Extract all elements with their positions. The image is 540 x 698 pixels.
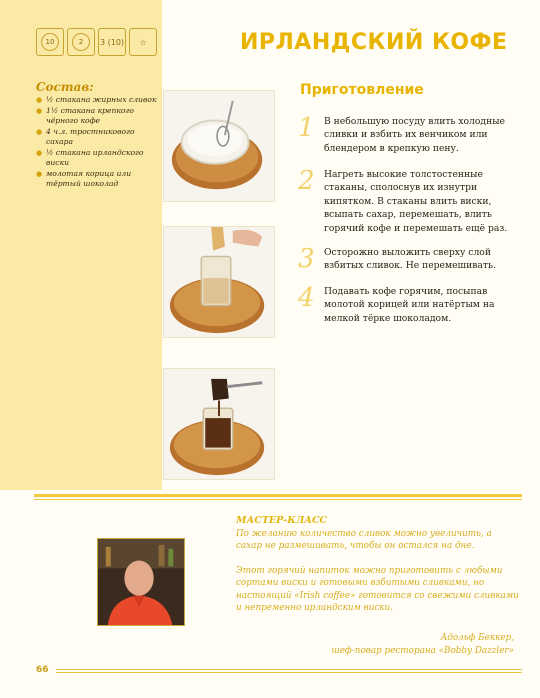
time-badge: 3 (10) (98, 28, 126, 56)
chef-photo (97, 538, 185, 626)
chef-portrait-image (98, 539, 184, 625)
photo-pouring-whisky (163, 226, 275, 338)
ingredient-item: ● 4 ч.л. тростникового сахара (36, 127, 158, 147)
step-3 (298, 246, 514, 273)
step-number: 1 (298, 113, 315, 143)
whipping-cream-image (164, 91, 274, 201)
step-2 (298, 168, 514, 235)
step-text: Нагреть высокие толстостенные стаканы, сполоснув их изнутри кипятком. В стаканы влить виски, всыпать сахар, перемешать, влить горячий кофе и перемешать ещё раз. (324, 169, 508, 234)
step-number: 4 (298, 283, 315, 313)
star-badge (129, 28, 157, 56)
step-text: Осторожно выложить сверху слой взбитых сливок. Не перемешивать. (324, 247, 496, 272)
ingredients-list (36, 95, 158, 190)
section-divider (34, 494, 522, 497)
ingredient-item: ● 1½ стакана крепкого чёрного кофе (36, 106, 158, 126)
preparation-heading: Приготовление (300, 82, 424, 98)
step-1 (298, 115, 514, 155)
master-class-heading: МАСТЕР-КЛАСС (236, 515, 328, 526)
section-divider-thin (34, 499, 522, 500)
servings-badge (36, 28, 64, 56)
master-class-paragraph-1: По желанию количество сливок можно увеличить, а сахар не размешивать, чтобы он остался на дне. (236, 529, 492, 552)
photo-pouring-coffee (163, 368, 275, 480)
recipe-badges (36, 28, 157, 56)
ingredient-item: ● ½ стакана ирландского виски (36, 148, 158, 168)
clock-icon: 10 (41, 33, 59, 51)
difficulty-badge (67, 28, 95, 56)
author-name: Адольф Беккер, (440, 633, 514, 643)
step-number: 2 (298, 166, 315, 196)
author-title: шеф-повар ресторана «Bobby Dazzler» (331, 646, 514, 656)
star-icon: ☆ (139, 37, 147, 47)
pouring-whisky-image (164, 227, 274, 337)
footer-rule (56, 669, 522, 673)
pouring-coffee-image (164, 369, 274, 479)
photo-whipping-cream (163, 90, 275, 202)
ingredient-item: ● молотая корица или тёртый шоколад (36, 169, 158, 189)
step-text: В небольшую посуду влить холодные сливки и взбить их венчиком или блендером в крепкую пену. (324, 116, 505, 154)
ingredients-panel (0, 0, 162, 490)
difficulty-icon: 2 (72, 33, 90, 51)
master-class-paragraph-2: Этот горячий напиток можно приготовить с любыми сортами виски и готовыми взбитыми сливками, но настоящий «Irish coffee» готовится со свежими сливками и непременно ирландским виски. (236, 566, 519, 614)
ingredients-heading: Состав: (36, 80, 94, 94)
recipe-title: ИРЛАНДСКИЙ КОФЕ (240, 30, 508, 55)
step-4 (298, 285, 514, 325)
step-text: Подавать кофе горячим, посыпав молотой корицей или натёртым на мелкой тёрке шоколадом. (324, 286, 495, 324)
ingredient-item: ● ½ стакана жирных сливок (36, 95, 158, 105)
page-number: 66 (36, 665, 49, 675)
step-number: 3 (298, 244, 315, 274)
